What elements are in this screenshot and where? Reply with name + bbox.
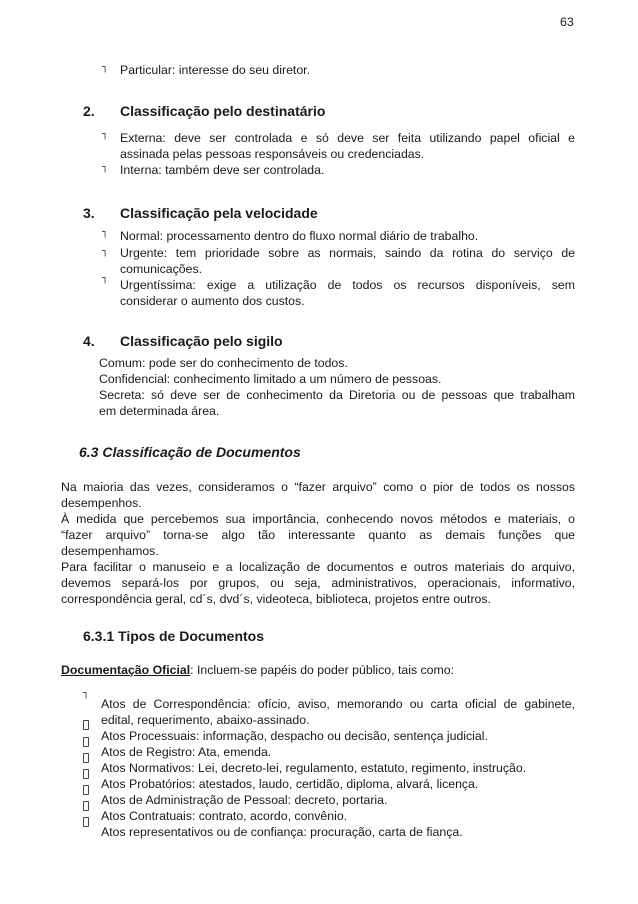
page-number: 63 xyxy=(560,15,574,29)
list-item: Atos Processuais: informação, despacho ou decisão, sentença judicial. xyxy=(101,729,488,743)
intro-bold: Documentação Oficial xyxy=(61,663,191,677)
paragraph-line: Para facilitar o manuseio e a localização de documentos e outros materiais do arquivo, xyxy=(61,560,575,574)
list-item: Atos Normativos: Lei, decreto-lei, regulamento, estatuto, regimento, instrução. xyxy=(101,761,527,775)
list-item: Normal: processamento dentro do fluxo normal diário de trabalho. xyxy=(120,229,479,243)
bullet-icon xyxy=(83,720,89,730)
bullet-icon: ┐ xyxy=(102,62,109,73)
list-item: Atos representativos ou de confiança: procuração, carta de fiança. xyxy=(101,825,463,839)
list-item-line: assinada pelas pessoas responsáveis ou credenciadas. xyxy=(120,147,425,161)
section-heading: Classificação pelo sigilo xyxy=(120,333,283,349)
list-item-line: comunicações. xyxy=(120,262,203,276)
intro-line xyxy=(61,662,454,678)
intro-rest: : Incluem-se papéis do poder público, tais como: xyxy=(190,663,454,677)
list-item: Atos Probatórios: atestados, laudo, certidão, diploma, alvará, licença. xyxy=(101,777,479,791)
bullet-icon xyxy=(83,769,89,779)
bullet-icon: ┐ xyxy=(102,129,109,140)
bullet-icon xyxy=(83,817,89,827)
list-item: Atos Contratuais: contrato, acordo, convênio. xyxy=(101,809,348,823)
paragraph-line: correspondência geral, cd´s, dvd´s, videoteca, biblioteca, projetos entre outros. xyxy=(61,592,491,606)
text-line: Comum: pode ser do conhecimento de todos. xyxy=(99,356,348,370)
list-item-line: Urgente: tem prioridade sobre as normais, saindo da rotina do serviço de xyxy=(120,246,575,260)
text-line: Secreta: só deve ser de conhecimento da Diretoria ou de pessoas que trabalham xyxy=(99,388,575,402)
section-number: 4. xyxy=(83,333,95,349)
bullet-icon: ┐ xyxy=(102,246,109,257)
text-line: Confidencial: conhecimento limitado a um número de pessoas. xyxy=(99,372,442,386)
bullet-icon xyxy=(83,801,89,811)
paragraph-line: desempenhamos. xyxy=(61,544,159,558)
section-heading: 6.3.1 Tipos de Documentos xyxy=(83,628,265,644)
bullet-icon: ┐ xyxy=(83,688,90,699)
bullet-icon: ┐ xyxy=(102,273,109,284)
section-heading: 6.3 Classificação de Documentos xyxy=(79,444,301,460)
paragraph-line: “fazer arquivo” torna-se algo tão interessante quanto as demais funções que xyxy=(61,528,575,542)
paragraph-line: desempenhos. xyxy=(61,496,142,510)
list-item-line: considerar o aumento dos custos. xyxy=(120,294,305,308)
list-item: Atos de Registro: Ata, emenda. xyxy=(101,745,272,759)
section-heading: Classificação pela velocidade xyxy=(120,205,318,221)
paragraph-line: devemos separá-los por grupos, ou seja, administrativos, operacionais, informativo, xyxy=(61,576,575,590)
bullet-icon xyxy=(83,785,89,795)
paragraph-line: Na maioria das vezes, consideramos o “fazer arquivo” como o pior de todos os nossos xyxy=(61,480,575,494)
bullet-icon xyxy=(83,753,89,763)
list-item-line: Urgentíssima: exige a utilização de todos os recursos disponíveis, sem xyxy=(120,278,575,292)
list-item-line: Atos de Correspondência: ofício, aviso, memorando ou carta oficial de gabinete, xyxy=(101,697,575,711)
list-item-line: edital, requerimento, abaixo-assinado. xyxy=(101,713,310,727)
text-line: em determinada área. xyxy=(99,404,220,418)
bullet-icon: ┐ xyxy=(102,162,109,173)
paragraph-line: À medida que percebemos sua importância, conhecendo novos métodos e materiais, o xyxy=(61,512,575,526)
section-number: 3. xyxy=(83,205,95,221)
bullet-icon xyxy=(83,737,89,747)
list-item: Interna: também deve ser controlada. xyxy=(120,163,325,177)
list-item: Atos de Administração de Pessoal: decreto, portaria. xyxy=(101,793,388,807)
section-heading: Classificação pelo destinatário xyxy=(120,103,326,119)
section-number: 2. xyxy=(83,103,95,119)
list-item: Particular: interesse do seu diretor. xyxy=(120,63,311,77)
list-item-line: Externa: deve ser controlada e só deve ser feita utilizando papel oficial e xyxy=(120,131,575,145)
bullet-icon: ┐ xyxy=(102,227,109,238)
